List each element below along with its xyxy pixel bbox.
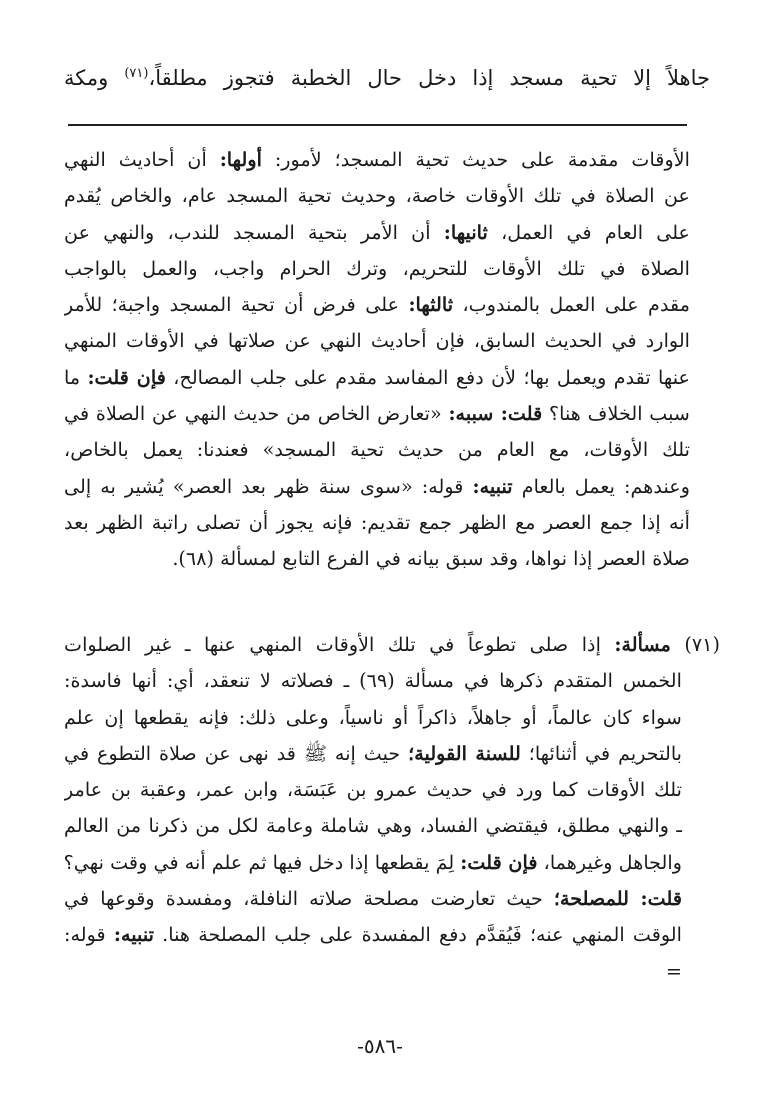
footnote-line: والجاهل وغيرهما، فإن قلت: لِمَ يقطعها إذا دخل فيها ثم علم أنه في وقت نهي؟	[64, 850, 682, 874]
footnote-continuation-mark: =	[665, 959, 682, 983]
footnote-line: أنه إذا جمع العصر مع الظهر جمع تقديم: فإنه يجوز أن تصلى راتبة الظهر بعد	[64, 510, 690, 534]
footnote-line: قلت: للمصلحة؛ حيث تعارضت مصلحة صلاته النافلة، ومفسدة وقوعها في	[64, 887, 682, 911]
footnote-separator	[68, 124, 687, 126]
footnote-line: سواء كان عالماً، أو جاهلاً، ذاكراً أو ناسياً، وعلى ذلك: فإنه يقطعها إن علم	[64, 705, 682, 729]
footnote-line: الصلاة في تلك الأوقات للتحريم، وترك الحرام واجب، والعمل بالواجب	[64, 256, 690, 280]
footnote-line: الخمس المتقدم ذكرها في مسألة (٦٩) ـ فصلاته لا تنعقد، أي: أنها فاسدة:	[64, 669, 682, 693]
footnote-line: الوقت المنهي عنه؛ فَيُقدَّم دفع المفسدة على جلب المصلحة هنا. تنبيه: قوله:	[64, 923, 682, 947]
footnote-line: وعندهم: يعمل بالعام تنبيه: قوله: «سوى سنة ظهر بعد العصر» يُشير به إلى	[64, 474, 690, 498]
footnote-line: سبب الخلاف هنا؟ قلت: سببه: «تعارض الخاص من حديث النهي عن الصلاة في	[64, 402, 690, 426]
main-text: جاهلاً إلا تحية مسجد إذا دخل حال الخطبة فتجوز مطلقاً،	[148, 66, 710, 90]
footnote-line: ـ والنهي مطلق، فيقتضي الفساد، وهي شاملة وعامة لكل من ذكرنا من العالم	[64, 814, 682, 838]
footnote-line: (٧١) مسألة: إذا صلى تطوعاً في تلك الأوقات المنهي عنها ـ غير الصلوات	[64, 633, 720, 656]
footnote-71	[64, 627, 720, 990]
footnote-reference[interactable]: (٧١)	[124, 66, 149, 81]
footnote-70-continuation	[64, 142, 690, 578]
footnote-line: عن الصلاة في تلك الأوقات خاصة، وحديث تحية المسجد عام، والخاص يُقدم	[64, 184, 690, 208]
footnote-line: الوارد في الحديث السابق، فإن أحاديث النهي عن صلاتها في الأوقات المنهي	[64, 329, 690, 353]
footnote-line: مقدم على العمل بالمندوب، ثالثها: على فرض أن تحية المسجد واجبة؛ للأمر	[64, 293, 690, 317]
page-number: -٥٨٦-	[357, 1034, 403, 1058]
footnote-line: تلك الأوقات، مع العام من حديث تحية المسجد» فعندنا: يعمل بالخاص،	[64, 438, 690, 462]
main-text-line	[64, 58, 710, 98]
footnote-line: تلك الأوقات كما ورد في حديث عمرو بن عَبَسَة، وابن عمر، وعقبة بن عامر	[64, 778, 682, 802]
footnote-line: عنها تقدم ويعمل بها؛ لأن دفع المفاسد مقدم على جلب المصالح، فإن قلت: ما	[64, 365, 690, 389]
footnote-line: الأوقات مقدمة على حديث تحية المسجد؛ لأمور: أولها: أن أحاديث النهي	[64, 148, 690, 171]
footnote-line: على العام في العمل، ثانيها: أن الأمر بتحية المسجد للندب، والنهي عن	[64, 220, 690, 244]
footnote-line: صلاة العصر إذا نواها، وقد سبق بيانه في الفرع التابع لمسألة (٦٨).	[172, 547, 690, 571]
main-text-end: ومكة	[64, 66, 109, 90]
footnote-line: بالتحريم في أثنائها؛ للسنة القولية؛ حيث إنه ﷺ قد نهى عن صلاة التطوع في	[64, 741, 683, 765]
